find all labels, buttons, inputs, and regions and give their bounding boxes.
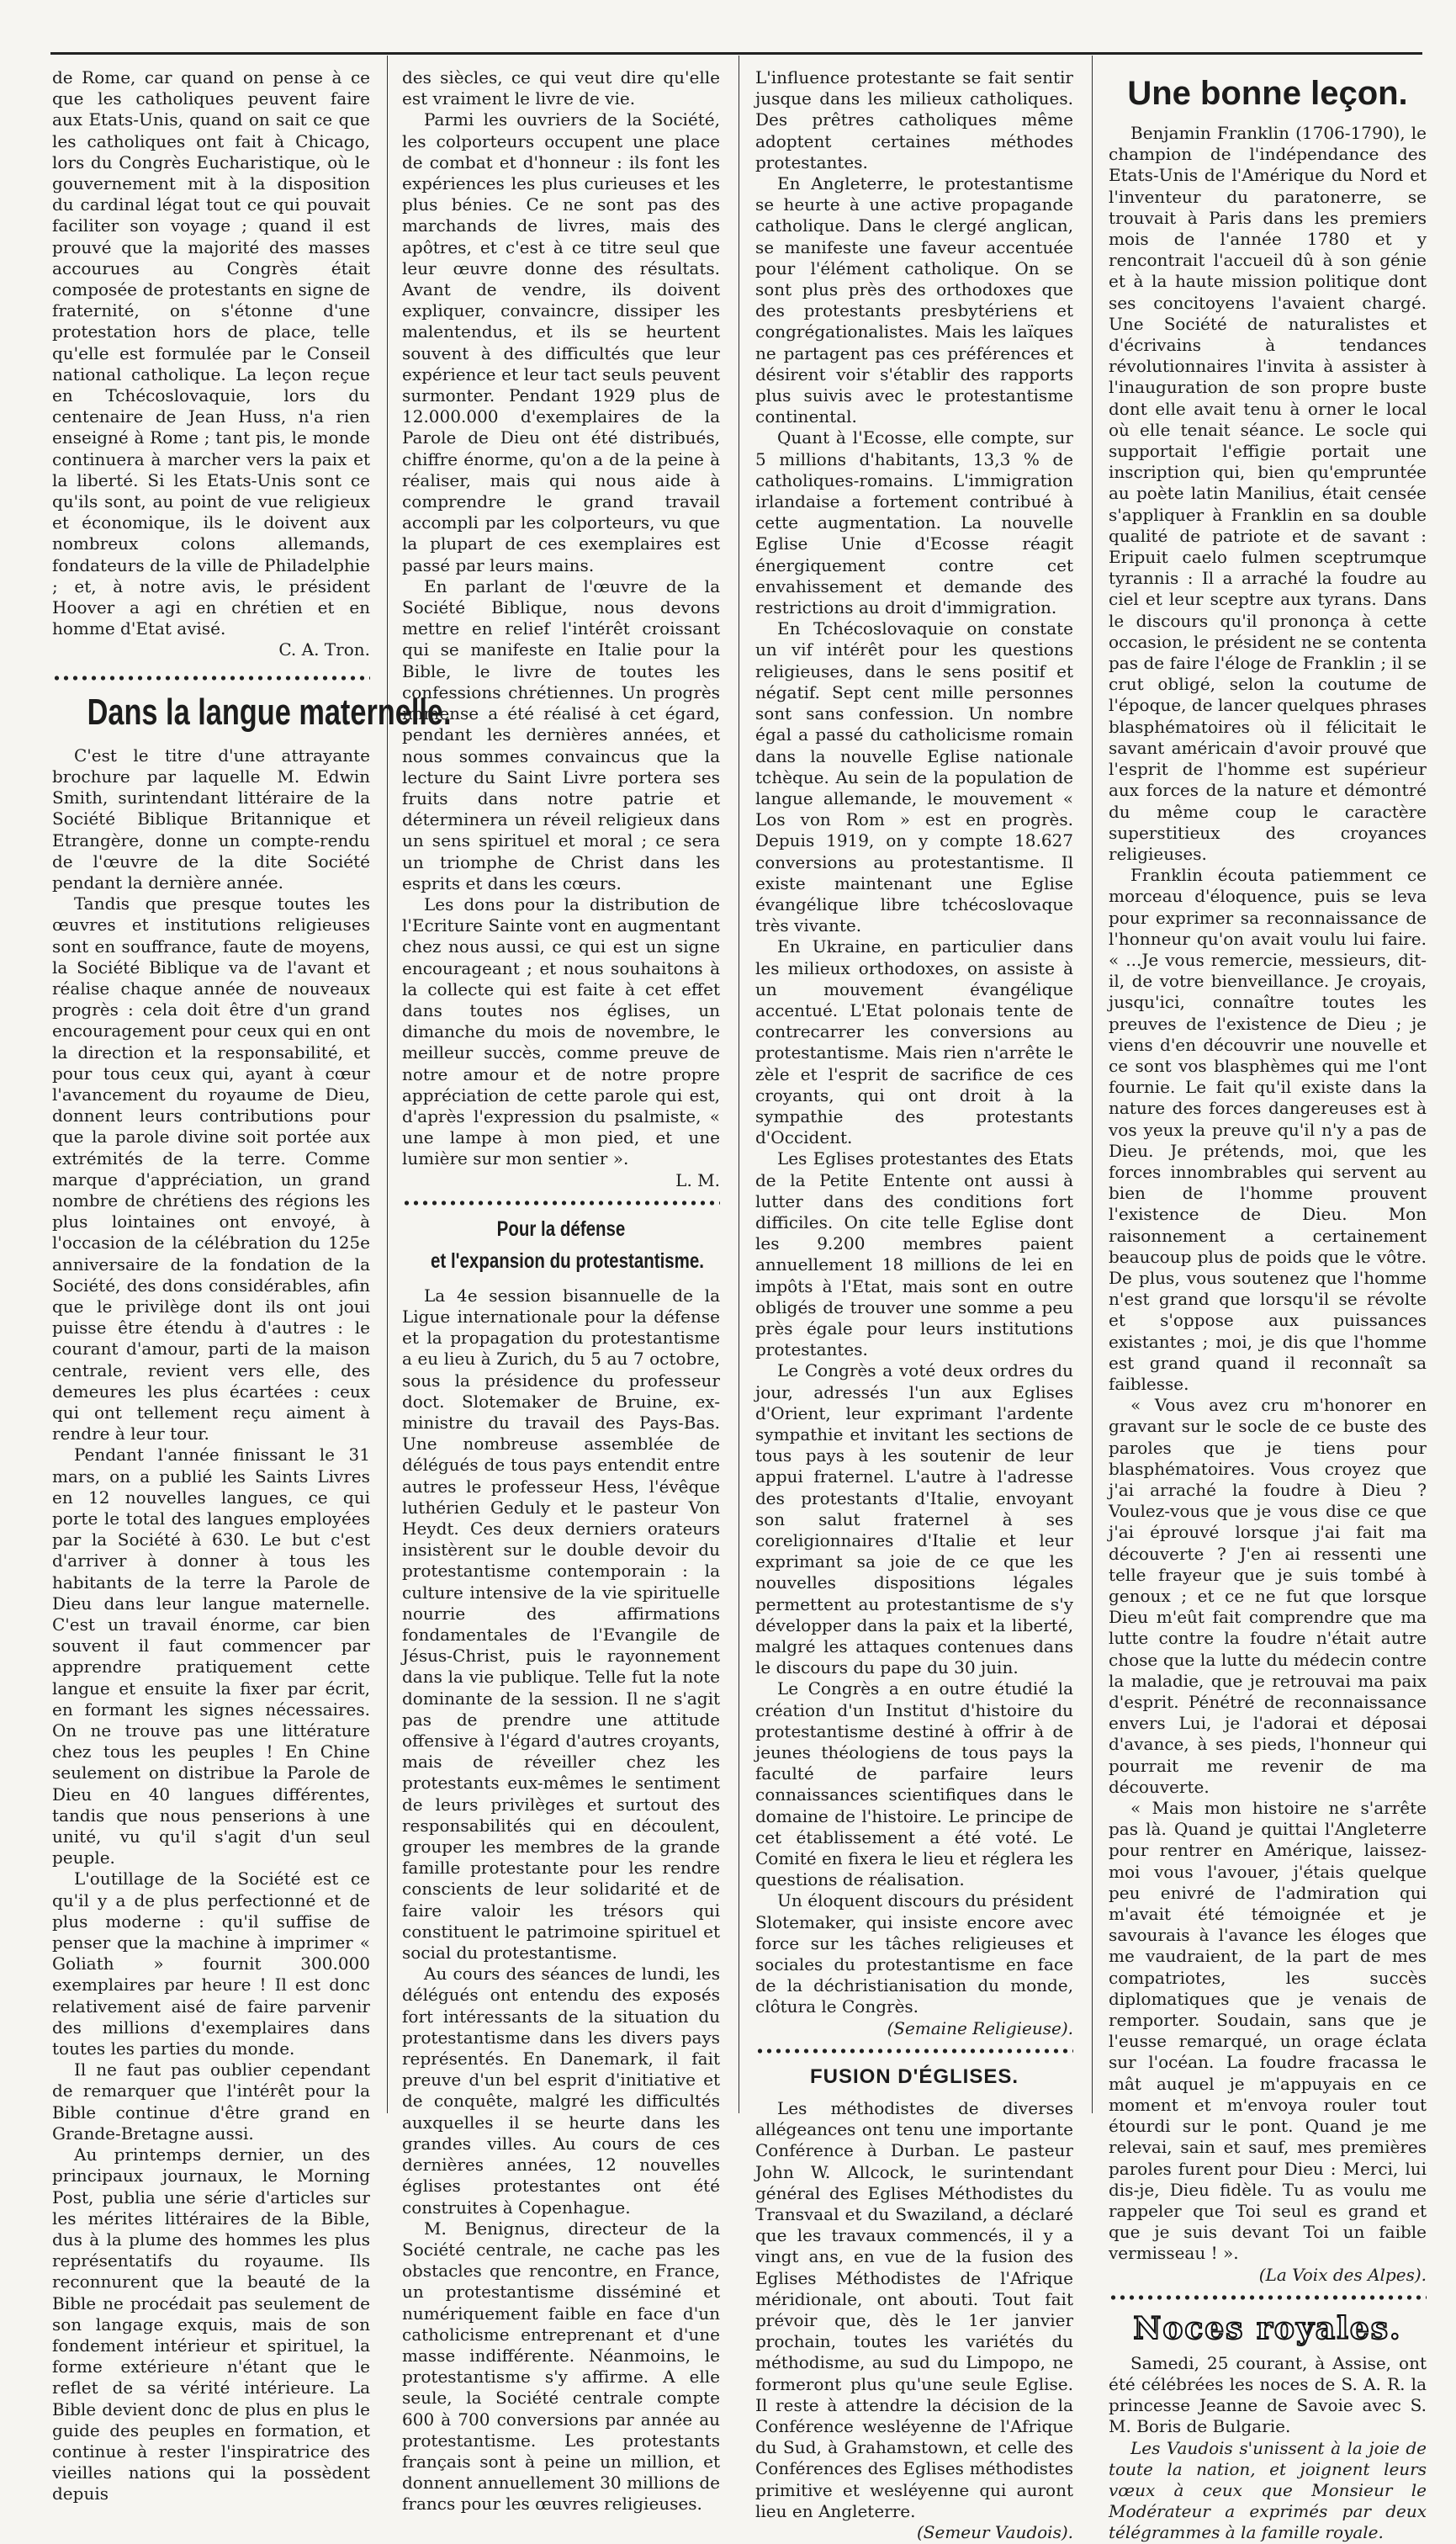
paragraph: C'est le titre d'une attrayante brochure par laquelle M. Edwin Smith, surintendant littéraire de la Société Biblique Britannique et Etrangère, donne un compte-rendu de l'œuvre de la dite Société pendant la dernière année. bbox=[52, 745, 370, 893]
paragraph: En parlant de l'œuvre de la Société Biblique, nous devons mettre en relief l'intérêt croissant qui se manifeste en Italie pour la Bible, le livre de toutes les confessions chrétiennes. Un progrès immense a été réalisé à cet égard, pendant les dernières années, et nous sommes convaincus que la lecture du Saint Livre portera ses fruits dans notre patrie et déterminera un réveil religieux dans un sens spirituel et moral ; ce sera un triomphe de Christ dans les esprits et dans les cœurs. bbox=[402, 575, 720, 893]
article-continuation: des siècles, ce qui veut dire qu'elle est vraiment le livre de vie. bbox=[402, 67, 720, 109]
paragraph: « Vous avez cru m'honorer en gravant sur le socle de ce buste des paroles que je tiens pour blasphématoires. Vous croyez que j'ai arraché la foudre à Dieu ? Voulez-vous que je vous dise ce que j'ai éprouvé lorsque j'ai fait ma découverte ? J'en ai ressenti une telle frayeur que je suis tombé à genoux ; et ce ne fut que lorsque Dieu m'eût fait comprendre que ma lutte contre la foudre n'était autre chose que la lutte du médecin contre la maladie, que je retrouvai ma paix d'esprit. Pénétré de reconnaissance envers Lui, je l'adorai et déposai d'avance, à ses pieds, l'honneur qui pourrait me revenir de ma découverte. bbox=[1109, 1395, 1427, 1797]
paragraph: En Angleterre, le protestantisme se heurte à une active propagande catholique. Dans le clergé anglican, se manifeste une faveur accentuée pour l'élément catholique. On se sont plus près des orthodoxes que des protestants presbytériens et congrégationalistes. Mais les laïques ne partagent pas ces préférences et désirent voir s'établir des rapports plus suivis avec le protestantisme continental. bbox=[755, 173, 1073, 427]
paragraph: Tandis que presque toutes les œuvres et institutions religieuses sont en souffrance, faute de moyens, la Société Biblique va de l'avant et réalise chaque année de nouveaux progrès : cela doit être d'un grand encouragement pour ceux qui en ont la direction et la responsabilité, et pour tous ceux qui, ayant à cœur l'avancement du royaume de Dieu, donnent leurs contributions pour que la parole divine soit portée aux extrémités de la terre. Comme marque d'appréciation, un grand nombre de chrétiens des régions les plus lointaines ont envoyé, à l'occasion de la célébration du 125e anniversaire de la fondation de la Société, des dons considérables, afin que le privilège dont ils ont joui puisse être étendu à d'autres : le courant d'amour, parti de la maison centrale, revient vers elle, des demeures les plus écartées : ceux qui ont tellement reçu aiment à rendre à leur tour. bbox=[52, 893, 370, 1444]
headline-langue-maternelle: Dans la langue maternelle. bbox=[87, 691, 452, 733]
headline-defense-line2: et l'expansion du protestantisme. bbox=[431, 1248, 704, 1273]
paragraph: Les dons pour la distribution de l'Ecriture Sainte vont en augmentant chez nous aussi, ce qui est un signe encourageant ; et nous souhaitons à la collecte qui est faite à cet effet dans toutes nos églises, un dimanche du mois de novembre, le meilleur succès, comme preuve de notre amour et de notre propre appréciation de cette parole qui est, d'après l'expression du psalmiste, « une lampe à mon pied, et une lumière sur mon sentier ». bbox=[402, 893, 720, 1169]
headline-noces-royales: Noces royales. bbox=[1133, 2310, 1402, 2346]
column-3 bbox=[755, 67, 1073, 2542]
ornament-divider bbox=[755, 2046, 1073, 2056]
headline-fusion-eglises: FUSION D'ÉGLISES. bbox=[809, 2064, 1019, 2088]
paragraph: Parmi les ouvriers de la Société, les colporteurs occupent une place de combat et d'honneur : ils font les expériences les plus curieuses et les plus bénies. Ce ne sont pas des marchands de livres, mais des apôtres, et c'est à ce titre seul que leur œuvre donne des résultats. Avant de vendre, ils doivent expliquer, convaincre, dissiper les malentendus, et ils se heurtent souvent à des difficultés que leur expérience et leur tact seuls peuvent surmonter. Pendant 1929 plus de 12.000.000 d'exemplaires de la Parole de Dieu ont été distribués, chiffre énorme, qu'on a de la peine à réaliser, mais qui nous aide à comprendre le grand travail accompli par les colporteurs, vu que la plupart de ces exemplaires est passé par leurs mains. bbox=[402, 109, 720, 575]
author-signature: L. M. bbox=[675, 1169, 720, 1190]
paragraph-italic: Les Vaudois s'unissent à la joie de toute la nation, et joignent leurs vœux à ceux que Monsieur le Modérateur a exprimés par deux télégrammes à la famille royale. bbox=[1109, 2437, 1427, 2543]
headline-defense-line1: Pour la défense bbox=[496, 1216, 626, 1241]
article-continuation: L'influence protestante se fait sentir jusque dans les milieux catholiques. Des prêtres catholiques même adoptent certaines méthodes protestantes. bbox=[755, 67, 1073, 172]
column-divider bbox=[1092, 56, 1093, 2113]
paragraph: Le Congrès a en outre étudié la création d'un Institut d'histoire du protestantisme destiné à offrir à de jeunes théologiens de tous pays la faculté de parfaire leurs connaissances scientifiques dans le domaine de l'histoire. Le principe de cet établissement a été voté. Le Comité en fixera le lieu et réglera les questions de réalisation. bbox=[755, 1678, 1073, 1890]
paragraph: Il ne faut pas oublier cependant de remarquer que l'intérêt pour la Bible continue d'être grand en Grande-Bretagne aussi. bbox=[52, 2059, 370, 2144]
paragraph: Franklin écouta patiemment ce morceau d'éloquence, puis se leva pour exprimer sa reconnaissance de l'honneur qu'on avait voulu lui faire. « ...Je vous remercie, messieurs, dit-il, de votre bienveillance. Je croyais, jusqu'ici, connaître toutes les preuves de l'existence de Dieu ; je viens d'en découvrir une nouvelle et ce sont vos blasphèmes qui me l'ont fournie. Le fait qu'il existe dans la nature des forces dangereuses est à vos yeux la preuve qu'il n'y a pas de Dieu. Je prétends, moi, que les forces innombrables qui servent au bien de l'homme prouvent l'existence de Dieu. Mon raisonnement a certainement beaucoup plus de poids que le vôtre. De plus, vous soutenez que l'homme n'est grand que lorsqu'il se révolte et s'oppose aux puissances existantes ; moi, je dis que l'homme est grand quand il reconnaît sa faiblesse. bbox=[1109, 865, 1427, 1394]
source-credit: (Semeur Vaudois). bbox=[916, 2521, 1073, 2542]
paragraph: M. Benignus, directeur de la Société centrale, ne cache pas les obstacles que rencontre, en France, un protestantisme disséminé et numériquement faible en face d'un catholicisme entreprenant et d'une masse indifférente. Néanmoins, le protestantisme s'y affirme. A elle seule, la Société centrale compte 600 à 700 conversions par année au protestantisme. Les protestants français sont à peine un million, et donnent annuellement 30 millions de francs pour les œuvres religieuses. bbox=[402, 2218, 720, 2515]
paragraph: Quant à l'Ecosse, elle compte, sur 5 millions d'habitants, 13,3 % de catholiques-romains. L'immigration irlandaise a fortement contribué à cette augmentation. La nouvelle Eglise Unie d'Ecosse réagit énergiquement contre cet envahissement et demande des restrictions au droit d'immigration. bbox=[755, 427, 1073, 618]
ornament-divider bbox=[52, 673, 370, 683]
ornament-divider bbox=[1109, 2292, 1427, 2303]
article-continuation: de Rome, car quand on pense à ce que les catholiques peuvent faire aux Etats-Unis, quand on sait ce que les catholiques ont fait à Chicago, lors du Congrès Eucharistique, où le gouvernement mit à la disposition du cardinal légat tout ce qui pouvait faciliter son voyage ; quand il est prouvé que la majorité des masses accourues au Congrès était composée de protestants en signe de fraternité, on s'étonne d'une protestation hors de place, telle qu'elle est formulée par le Conseil national catholique. La leçon reçue en Tchécoslovaquie, lors du centenaire de Jean Huss, n'a rien enseigné à Rome ; tant pis, le monde continuera à marcher vers la paix et la liberté. Si les Etats-Unis sont ce qu'ils sont, au point de vue religieux et économique, ils le doivent aux nombreux colons allemands, fondateurs de la ville de Philadelphie ; et, à notre avis, le président Hoover a agi en chrétien et en homme d'Etat avisé. bbox=[52, 67, 370, 639]
author-signature: C. A. Tron. bbox=[278, 639, 370, 660]
paragraph: Les Eglises protestantes des Etats de la Petite Entente ont aussi à lutter dans des conditions fort difficiles. On cite telle Eglise dont les 9.200 membres paient annuellement 18 millions de lei en impôts à l'Etat, mais sont en outre obligés de trouver une somme a peu près égale pour leurs institutions protestantes. bbox=[755, 1148, 1073, 1360]
top-rule bbox=[50, 52, 1422, 55]
paragraph: En Ukraine, en particulier dans les milieux orthodoxes, on assiste à un mouvement évangélique accentué. L'Etat polonais tente de contrecarrer les conversions au protestantisme. Mais rien n'arrête le zèle et l'esprit de sacrifice de ces croyants, qui ont droit à la sympathie des protestants d'Occident. bbox=[755, 936, 1073, 1148]
paragraph: Samedi, 25 courant, à Assise, ont été célébrées les noces de S. A. R. la princesse Jeanne de Savoie avec S. M. Boris de Bulgarie. bbox=[1109, 2352, 1427, 2437]
paragraph: Benjamin Franklin (1706-1790), le champion de l'indépendance des Etats-Unis de l'Amérique du Nord et l'inventeur du paratonerre, se trouvait à Paris dans les premiers mois de l'année 1780 et y rencontrait l'accueil dû à son génie et à la haute mission politique dont ses concitoyens l'avaient chargé. Une Société de naturalistes et d'écrivains à tendances révolutionnaires l'invita à assister à l'inauguration de son propre buste dont elle avait tenu à orner le local où elle tenait séance. Le socle qui supportait l'effigie portait une inscription qui, bien qu'empruntée au poète latin Manilius, était censée s'appliquer à Franklin en sa double qualité de patriote et de savant : Eripuit caelo fulmen sceptrumque tyrannis : Il a arraché la foudre au ciel et leur sceptre aux tyrans. Dans le discours qu'il prononça à cette occasion, le président ne se contenta pas de faire l'éloge de Franklin ; il se crut obligé, selon la coutume de l'époque, de lancer quelques phrases blasphématoires où il félicitait le savant américain d'avoir prouvé que l'esprit de l'homme est supérieur aux forces de la nature et démontré du même coup le caractère superstitieux des croyances religieuses. bbox=[1109, 123, 1427, 864]
source-credit: (La Voix des Alpes). bbox=[1258, 2264, 1427, 2285]
paragraph: Au cours des séances de lundi, les délégués ont entendu des exposés fort intéressants de la situation du protestantisme dans les divers pays représentés. En Danemark, il fait preuve d'un bel esprit d'initiative et de conquête, malgré les difficultés auxquelles il se heurte dans les grandes villes. Au cours de ces dernières années, 12 nouvelles églises protestantes ont été construites à Copenhague. bbox=[402, 1964, 720, 2218]
column-divider bbox=[387, 56, 388, 2113]
paragraph: Le Congrès a voté deux ordres du jour, adressés l'un aux Eglises d'Orient, leur exprimant l'ardente sympathie et invitant les sections de tous pays à les soutenir de leur appui fraternel. L'autre à l'adresse des protestants d'Italie, envoyant son salut fraternel à ses coreligionnaires d'Italie et leur exprimant sa joie de ce que les nouvelles dispositions légales permettent au protestantisme de s'y développer dans la paix et la liberté, malgré les attaques contenues dans le discours du pape du 30 juin. bbox=[755, 1360, 1073, 1678]
paragraph: La 4e session bisannuelle de la Ligue internationale pour la défense et la propagation du protestantisme a eu lieu à Zurich, du 5 au 7 octobre, sous la présidence du professeur doct. Slotemaker de Bruine, ex-ministre du travail des Pays-Bas. Une nombreuse assemblée de délégués de tous pays entendit entre autres le professeur Hess, l'évêque luthérien Geduly et le pasteur Von Heydt. Ces deux derniers orateurs insistèrent sur le double devoir du protestantisme contemporain : la culture intensive de la vie spirituelle nourrie des affirmations fondamentales de l'Evangile de Jésus-Christ, puis le rayonnement dans la vie publique. Telle fut la note dominante de la session. Il ne s'agit pas de prendre une attitude offensive à l'égard d'autres croyants, mais de réveiller chez les protestants eux-mêmes le sentiment de leurs privilèges et surtout des responsabilités qui en découlent, grouper les membres de la grande famille protestante pour les rendre conscients de leur solidarité et de faire valoir les trésors qui constituent le patrimoine spirituel et social du protestantisme. bbox=[402, 1285, 720, 1964]
paragraph: Au printemps dernier, un des principaux journaux, le Morning Post, publia une série d'articles sur les mérites littéraires de la Bible, dus à la plume des hommes les plus représentatifs du royaume. Ils reconnurent que la beauté de la Bible ne procédait pas seulement de son langage exquis, mais de son fondement intérieur et spirituel, la forme extérieure n'étant que le reflet de sa vérité intérieure. La Bible devient donc de plus en plus le guide des peuples en formation, et continue à rester l'inspiratrice des vieilles nations qui la possèdent depuis bbox=[52, 2144, 370, 2504]
paragraph: Un éloquent discours du président Slotemaker, qui insiste encore avec force sur les tâches religieuses et sociales du protestantisme en face de la déchristianisation du monde, clôtura le Congrès. bbox=[755, 1890, 1073, 2017]
paragraph: En Tchécoslovaquie on constate un vif intérêt pour les questions religieuses, dans le sens positif et négatif. Sept cent mille personnes sont sans confession. Un nombre égal a passé du catholicisme romain dans la nouvelle Eglise nationale tchèque. Au sein de la population de langue allemande, le mouvement « Los von Rom » est en progrès. Depuis 1919, on y compte 18.627 conversions au protestantisme. Il existe maintenant une Eglise évangélique libre tchécoslovaque très vivante. bbox=[755, 618, 1073, 936]
column-1 bbox=[52, 67, 452, 2504]
paragraph: « Mais mon histoire ne s'arrête pas là. Quand je quittai l'Angleterre pour rentrer en Amérique, laissez-moi vous l'avouer, j'étais quelque peu enivré de l'admiration qui m'avait été témoignée et je savourais à l'avance les éloges que me vaudraient, de la part de mes compatriotes, les succès diplomatiques que je venais de remporter. Soudain, sans que je l'eusse remarqué, un orage éclata sur l'océan. La foudre fracassa le mât auquel je m'appuyais en ce moment et m'envoya rouler tout étourdi sur le pont. Quand je me relevai, sain et sauf, mes premières paroles furent pour Dieu : Merci, lui dis-je, Dieu fidèle. Tu as voulu me rappeler que Toi seul es grand et que je suis devant Toi un faible vermisseau ! ». bbox=[1109, 1798, 1427, 2264]
column-4 bbox=[1109, 67, 1427, 2543]
paragraph: Les méthodistes de diverses allégeances ont tenu une importante Conférence à Durban. Le pasteur John W. Allcock, le surintendant général des Eglises Méthodistes du Transvaal et du Swaziland, a déclaré que les travaux commencés, il y a vingt ans, en vue de la fusion des Eglises Méthodistes de l'Afrique méridionale, ont abouti. Tout fait prévoir que, dès le 1er janvier prochain, toutes les variétés du méthodisme, au sud du Limpopo, ne formeront plus qu'une seule Eglise. Il reste à attendre la décision de la Conférence wesléyenne de l'Afrique du Sud, à Grahamstown, et celle des Conférences des Eglises méthodistes primitive et wesléyenne qui auront lieu en Angleterre. bbox=[755, 2097, 1073, 2521]
headline-bonne-lecon: Une bonne leçon. bbox=[1127, 75, 1408, 112]
paragraph: Pendant l'année finissant le 31 mars, on a publié les Saints Livres en 12 nouvelles langues, ce qui porte le total des langues employées par la Société à 630. Le but c'est d'arriver à donner à tous les habitants de la terre la Parole de Dieu dans leur langue maternelle. C'est un travail énorme, car bien souvent il faut commencer par apprendre pratiquement cette langue et ensuite la fixer par écrit, en formant les signes nécessaires. On ne trouve pas une littérature chez tous les peuples ! En Chine seulement on distribue la Parole de Dieu en 40 langues différentes, tandis que nous penserions à une unité, vu qu'il s'agit d'un seul peuple. bbox=[52, 1444, 370, 1868]
paragraph: L'outillage de la Société est ce qu'il y a de plus perfectionné et de plus moderne : qu'il suffise de penser que la machine à imprimer « Goliath » fournit 300.000 exemplaires par heure ! Il est donc relativement aisé de faire parvenir des millions d'exemplaires dans toutes les parties du monde. bbox=[52, 1868, 370, 2059]
source-credit: (Semaine Religieuse). bbox=[887, 2017, 1073, 2038]
ornament-divider bbox=[402, 1198, 720, 1208]
column-2 bbox=[402, 67, 720, 2515]
